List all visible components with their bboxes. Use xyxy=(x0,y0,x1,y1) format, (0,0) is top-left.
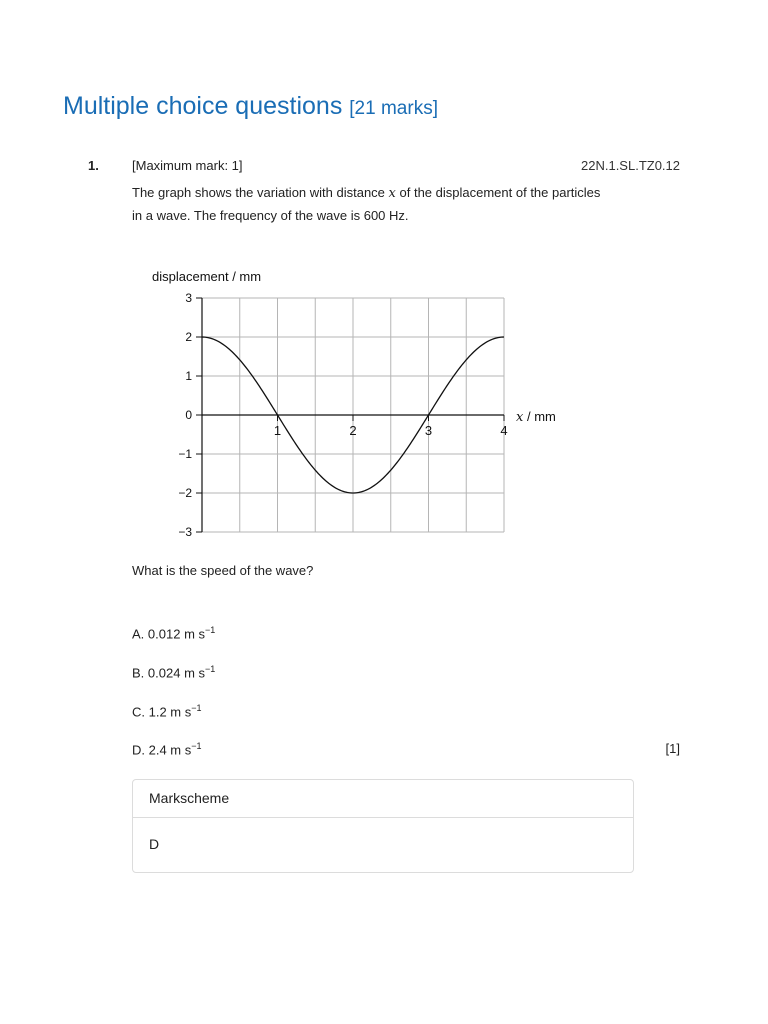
section-marks: [21 marks] xyxy=(349,98,438,119)
option-c-letter: C. xyxy=(132,704,145,720)
question-code: 22N.1.SL.TZ0.12 xyxy=(581,158,680,173)
option-c-value: 1.2 m s xyxy=(148,704,192,720)
x-tick-label: 3 xyxy=(424,423,433,438)
section-title xyxy=(63,88,438,127)
option-d-letter: D. xyxy=(132,742,145,758)
option-a-value: 0.012 m s xyxy=(147,626,206,642)
y-axis-label: displacement / mm xyxy=(152,269,262,284)
x-tick-label: 2 xyxy=(349,423,357,438)
x-axis-variable: x xyxy=(516,410,524,425)
question-stem xyxy=(132,182,602,227)
option-b-value: 0.024 m s xyxy=(147,665,206,681)
y-tick-label: −1 xyxy=(178,447,192,461)
option-d[interactable] xyxy=(132,741,202,757)
question-number: 1. xyxy=(88,158,99,173)
option-b-exponent: −1 xyxy=(205,664,216,674)
section-title-text: Multiple choice questions xyxy=(63,92,343,120)
option-b-letter: B. xyxy=(132,665,145,681)
markscheme-panel xyxy=(132,779,634,873)
markscheme-header[interactable]: Markscheme xyxy=(133,780,633,818)
option-a-exponent: −1 xyxy=(205,625,216,635)
stem-variable: x xyxy=(388,186,396,201)
question-prompt: What is the speed of the wave? xyxy=(132,563,314,578)
wave-chart xyxy=(140,262,580,542)
question-marks-tag: [1] xyxy=(665,741,680,756)
x-axis-label xyxy=(516,409,556,425)
y-tick-label: −2 xyxy=(178,486,192,500)
option-a[interactable] xyxy=(132,625,215,641)
stem-part-1: The graph shows the variation with distance xyxy=(132,185,385,200)
y-tick-label: 1 xyxy=(185,369,192,383)
stem-part-2: of the displacement of the particles in a wave. The frequency of the wave is 600 Hz. xyxy=(132,185,601,223)
x-tick-label: 4 xyxy=(500,423,508,438)
y-tick-label: 3 xyxy=(185,291,192,305)
wave-chart-svg xyxy=(140,262,580,542)
option-d-exponent: −1 xyxy=(191,741,202,751)
question-max-mark: [Maximum mark: 1] xyxy=(132,158,243,173)
option-c[interactable] xyxy=(132,703,202,719)
y-tick-label: −3 xyxy=(178,525,192,539)
option-c-exponent: −1 xyxy=(191,703,202,713)
markscheme-answer: D xyxy=(149,836,160,852)
y-tick-label: 0 xyxy=(185,408,192,422)
option-a-letter: A. xyxy=(132,626,145,642)
x-tick-label: 1 xyxy=(273,423,282,438)
option-b[interactable] xyxy=(132,664,215,680)
y-tick-label: 2 xyxy=(185,330,192,344)
x-axis-unit: / mm xyxy=(526,409,556,424)
option-d-value: 2.4 m s xyxy=(148,742,192,758)
